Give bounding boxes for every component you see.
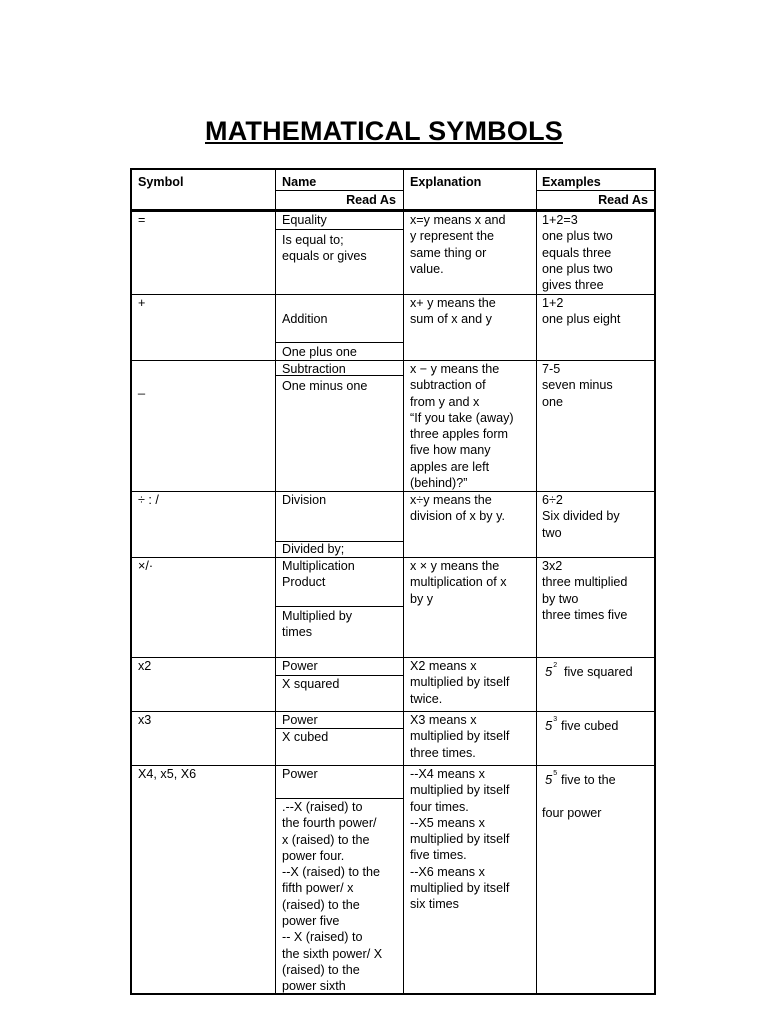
row-symbol: x2 [138,659,152,673]
row-example: 1+2=3 one plus two equals three one plus two gives three [542,213,613,293]
row-name: Power [282,713,318,727]
power-expression: $5^2$ [545,662,558,679]
row-symbol: ×/· [138,559,154,573]
row-symbol: ÷ : / [138,493,159,507]
power-expression: $5^5$ [545,770,558,787]
row-read-as: X cubed [282,730,329,744]
row-explanation: x × y means the multiplication of x by y [410,559,507,606]
row-name: Subtraction [282,362,346,376]
row-read-as: .--X (raised) to the fourth power/ x (raised) to the power four. --X (raised) to the fifth power/ x (raised) to the power five -- X (raised) to the sixth power/ X (raised) to the power sixth [282,800,383,994]
row-divider [132,765,654,766]
row-read-as: X squared [282,677,340,691]
row-explanation: x÷y means the division of x by y. [410,493,505,524]
page-title: MATHEMATICAL SYMBOLS [205,116,563,146]
row-read-as: Divided by; [282,542,345,556]
row-name: Power [282,659,318,673]
row-example: 1+2 one plus eight [542,296,621,327]
row-explanation: x − y means the subtraction of from y and x “If you take (away) three apples form five how many apples are left (behind)?” [410,362,514,491]
row-name: Division [282,493,327,507]
symbols-table [130,168,656,995]
row-example: five squared [564,665,633,679]
header-symbol: Symbol [138,175,184,189]
row-name: Multiplication Product [282,559,355,590]
row-example: five cubed [561,719,619,733]
name-sub-divider [275,606,403,607]
row-example: 7-5 seven minus one [542,362,613,409]
header-examples: Examples [542,175,601,189]
name-sub-divider [275,229,403,230]
header-name: Name [282,175,317,189]
row-explanation: x=y means x and y represent the same thing or value. [410,213,506,276]
row-name: Power [282,767,318,781]
row-example: 6÷2 Six divided by two [542,493,620,540]
row-explanation: X2 means x multiplied by itself twice. [410,659,510,706]
row-explanation: X3 means x multiplied by itself three times. [410,713,510,760]
header-name-read-as: Read As [346,193,396,207]
row-read-as: Multiplied by times [282,609,352,640]
header-examples-read-as: Read As [598,193,648,207]
row-explanation: x+ y means the sum of x and y [410,296,496,327]
row-divider [132,711,654,712]
row-divider [132,657,654,658]
row-example: 3x2 three multiplied by two three times five [542,559,628,622]
row-read-as: One minus one [282,379,368,393]
row-name: Addition [282,312,328,326]
row-symbol: X4, x5, X6 [138,767,197,781]
power-expression: $5^3$ [545,716,558,733]
row-symbol: + [138,296,146,310]
row-symbol: = [138,213,146,227]
header-explanation: Explanation [410,175,482,189]
row-read-as: Is equal to; equals or gives [282,233,367,264]
row-symbol: _ [138,381,146,395]
row-name: Equality [282,213,327,227]
row-explanation: --X4 means x multiplied by itself four times. --X5 means x multiplied by itself five times. --X6 means x multiplied by itself six times [410,767,510,912]
name-sub-divider [275,342,403,343]
row-example-line2: four power [542,806,602,820]
row-example: five to the [561,773,616,787]
row-symbol: x3 [138,713,152,727]
row-read-as: One plus one [282,345,357,359]
